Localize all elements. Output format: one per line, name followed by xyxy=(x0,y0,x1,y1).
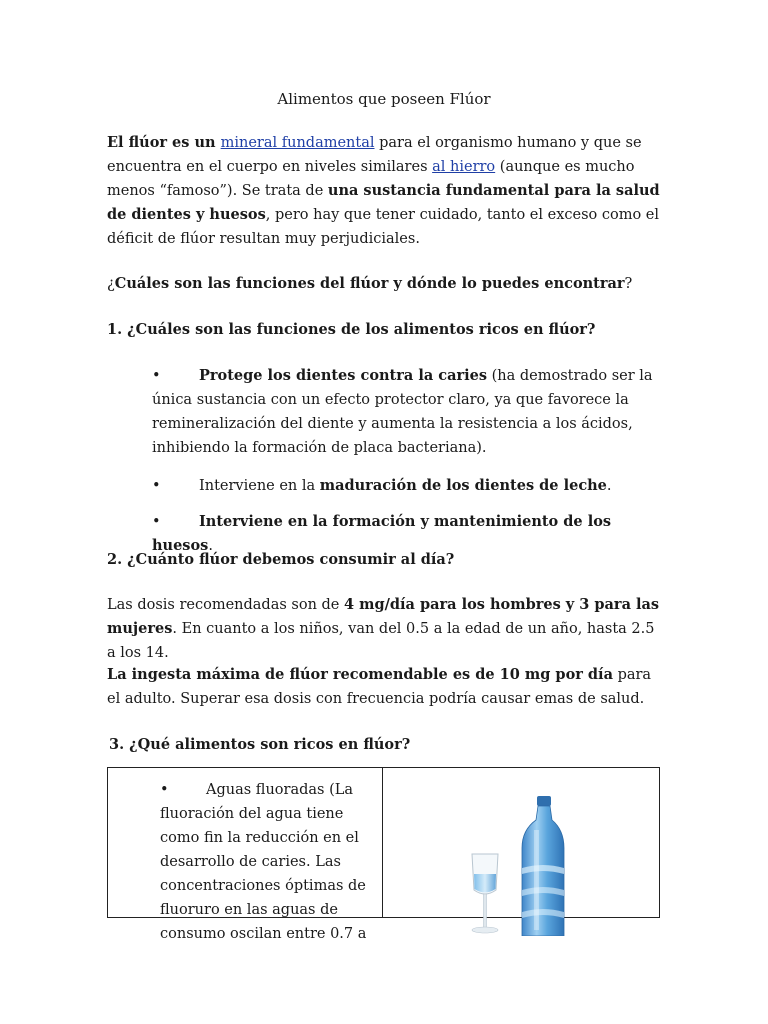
bullet-icon: • xyxy=(152,368,161,384)
section2-heading-text: 2. ¿Cuánto flúor debemos consumir al día? xyxy=(107,551,455,568)
bullet-1-bold: Protege los dientes contra la caries xyxy=(199,367,488,384)
intro-paragraph xyxy=(107,131,667,251)
intro-text-2: (aunque es mucho menos “famoso”). Se trata de xyxy=(107,159,635,199)
fluoridated-water-text: Aguas fluoradas (La fluoración del agua tiene como fin la reducción en el desarrollo de caries. Las concentraciones óptimas de fluoruro en las aguas de consumo oscilan entre 0.7 a xyxy=(160,782,367,942)
bullet-icon: • xyxy=(160,782,169,798)
water-bottle-icon xyxy=(460,790,570,936)
dose-text-pre: Las dosis recomendadas son de xyxy=(107,597,344,613)
section1-heading xyxy=(107,318,667,342)
bullet-icon: • xyxy=(152,478,161,494)
list-item xyxy=(152,364,667,460)
water-bottle-image xyxy=(460,790,570,936)
intro-bold-health: una sustancia fundamental para la salud de dientes y huesos xyxy=(107,182,660,223)
section3-heading xyxy=(109,733,669,757)
link-al-hierro[interactable]: al hierro xyxy=(432,159,496,175)
foods-table xyxy=(107,767,660,942)
main-question-close: ? xyxy=(624,276,633,292)
bullet-2-bold: maduración de los dientes de leche xyxy=(319,477,607,494)
link-mineral-fundamental[interactable]: mineral fundamental xyxy=(220,135,375,151)
dose-text-rest: . En cuanto a los niños, van del 0.5 a la edad de un año, hasta 2.5 a los 14. xyxy=(107,621,655,661)
bullet-3-text: . xyxy=(208,538,213,554)
intro-text-1: para el organismo humano y que se encuentra en el cuerpo en niveles similares xyxy=(107,135,642,175)
document-title: Alimentos que poseen Flúor xyxy=(277,90,491,108)
section2-heading xyxy=(107,548,667,572)
main-question-bold: Cuáles son las funciones del flúor y dónde lo puedes encontrar xyxy=(114,275,625,292)
section3-heading-text: 3. ¿Qué alimentos son ricos en flúor? xyxy=(109,736,411,753)
intro-bold-start: El flúor es un xyxy=(107,134,221,151)
table-divider xyxy=(382,768,383,917)
dose-text-bold: 4 mg/día para los hombres y 3 para las mujeres xyxy=(107,596,660,637)
bullet-icon: • xyxy=(152,514,161,530)
section2-paragraph-2 xyxy=(107,663,667,711)
main-question-open: ¿ xyxy=(107,276,115,292)
bullet-2-text: . xyxy=(606,478,612,494)
bullet-1-text: (ha demostrado ser la única sustancia con un efecto protector claro, ya que favorece la remineralización del diente y aumenta la resistencia a los ácidos, inhibiendo la formación de placa bacteriana). xyxy=(152,368,653,456)
section1-heading-text: 1. ¿Cuáles son las funciones de los alimentos ricos en flúor? xyxy=(107,321,596,338)
max-intake-bold: La ingesta máxima de flúor recomendable es de 10 mg por día xyxy=(107,666,613,683)
intro-text-3: , pero hay que tener cuidado, tanto el exceso como el déficit de flúor resultan muy perjudiciales. xyxy=(107,207,660,247)
bullet-2-pre: Interviene en la xyxy=(199,478,320,494)
bullet-3-bold: Interviene en la formación y mantenimiento de los huesos xyxy=(152,513,612,554)
list-item xyxy=(152,474,667,498)
table-cell-text xyxy=(160,778,370,946)
max-intake-rest: para el adulto. Superar esa dosis con frecuencia podría causar emas de salud. xyxy=(107,667,652,707)
section2-paragraph-1 xyxy=(107,593,667,665)
main-question xyxy=(107,272,667,296)
